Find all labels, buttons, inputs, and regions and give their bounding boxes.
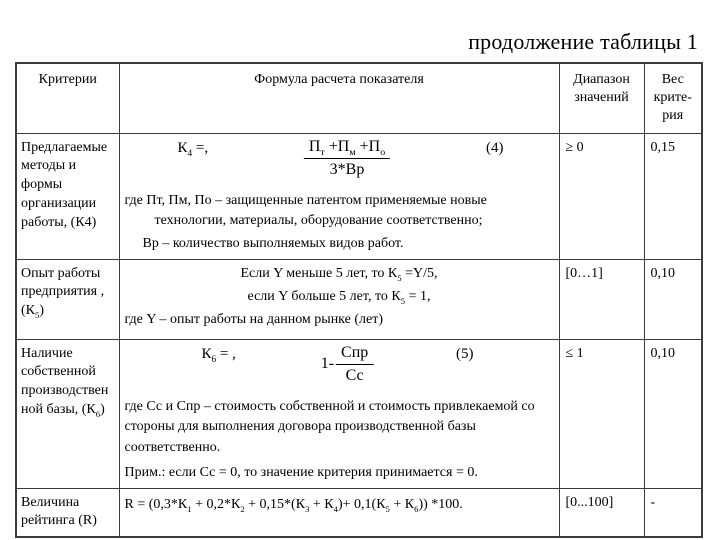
range-cell-k6: ≤ 1 <box>559 339 644 488</box>
table-row-k6 <box>16 339 702 488</box>
equation-number-5: (5) <box>456 345 474 362</box>
formula-cell-rating <box>119 488 559 537</box>
formula-note-k6-2: Прим.: если Сс = 0, то значение критерия принимается = 0. <box>124 464 478 480</box>
range-cell-k5: [0…1] <box>559 259 644 339</box>
weight-cell-k6: 0,10 <box>644 339 702 488</box>
formula-line-k5-3: где Y – опыт работы на данном рынке (лет) <box>124 311 383 327</box>
criteria-cell-k4: Предлагаемые методы и формы организации работы, (К4) <box>16 133 119 259</box>
col-header-range: Диапазон значений <box>559 63 644 133</box>
fraction-denominator-k6: Сс <box>345 366 364 384</box>
equation-k4 <box>125 138 554 191</box>
table-row-rating <box>16 488 702 537</box>
criteria-table <box>15 62 703 538</box>
formula-note-k4-2: Вр – количество выполняемых видов работ. <box>142 236 404 251</box>
formula-cell-k4 <box>119 133 559 259</box>
equation-lhs-k4: $К_4$ =, <box>177 139 209 159</box>
fraction-k4 <box>304 138 390 179</box>
equation-number-4: (4) <box>486 139 504 156</box>
criteria-cell-k5: Опыт работы предприятия , $(К_5)$ <box>16 259 119 339</box>
fraction-denominator-k4: 3*Вр <box>329 160 365 178</box>
fraction-prefix-k6: 1- <box>320 355 335 373</box>
table-row-k5 <box>16 259 702 339</box>
header-row <box>16 63 702 133</box>
formula-line-k5-2: если Y больше 5 лет, то $К_5 = 1$, <box>247 288 431 306</box>
equation-k6 <box>125 344 554 397</box>
fraction-numerator-k4: $П_т +П_м +П_о$ <box>304 138 390 159</box>
equation-lhs-k6: $К_6$ = , <box>201 345 236 365</box>
fraction-k6 <box>321 344 374 385</box>
formula-cell-k5 <box>119 259 559 339</box>
weight-cell-rating: - <box>644 488 702 537</box>
criteria-cell-rating: Величина рейтинга (R) <box>16 488 119 537</box>
formula-cell-k6 <box>119 339 559 488</box>
formula-note-k6-1: где Сс и Спр – стоимость собственной и стоимость привлекаемой со стороны для выполнения договора производственной базы соответственно. <box>124 398 535 456</box>
col-header-formula: Формула расчета показателя <box>119 63 559 133</box>
col-header-weight: Вес крите-рия <box>644 63 702 133</box>
formula-line-k5-1: Если Y меньше 5 лет, то $К_5 =Y/5$, <box>240 265 438 283</box>
range-cell-rating: [0...100] <box>559 488 644 537</box>
weight-cell-k4: 0,15 <box>644 133 702 259</box>
col-header-criteria: Критерии <box>16 63 119 133</box>
weight-cell-k5: 0,10 <box>644 259 702 339</box>
formula-note-k4-1: где Пт, Пм, По – защищенные патентом применяемые новые технологии, материалы, оборудование соответственно; <box>124 192 487 229</box>
page-title: продолжение таблицы 1 <box>468 29 698 54</box>
table-row-k4 <box>16 133 702 259</box>
criteria-cell-k6: Наличие собственной производственной базы, $(К_6)$ <box>16 339 119 488</box>
fraction-numerator-k6: Спр <box>336 344 373 365</box>
rating-formula: $R = (0,3*К_1 + 0,2*К_2 + 0,15*(К_3 + К_4)+ 0,1(К_5 + К_6))$ *100. <box>124 496 463 514</box>
range-cell-k4: ≥ 0 <box>559 133 644 259</box>
